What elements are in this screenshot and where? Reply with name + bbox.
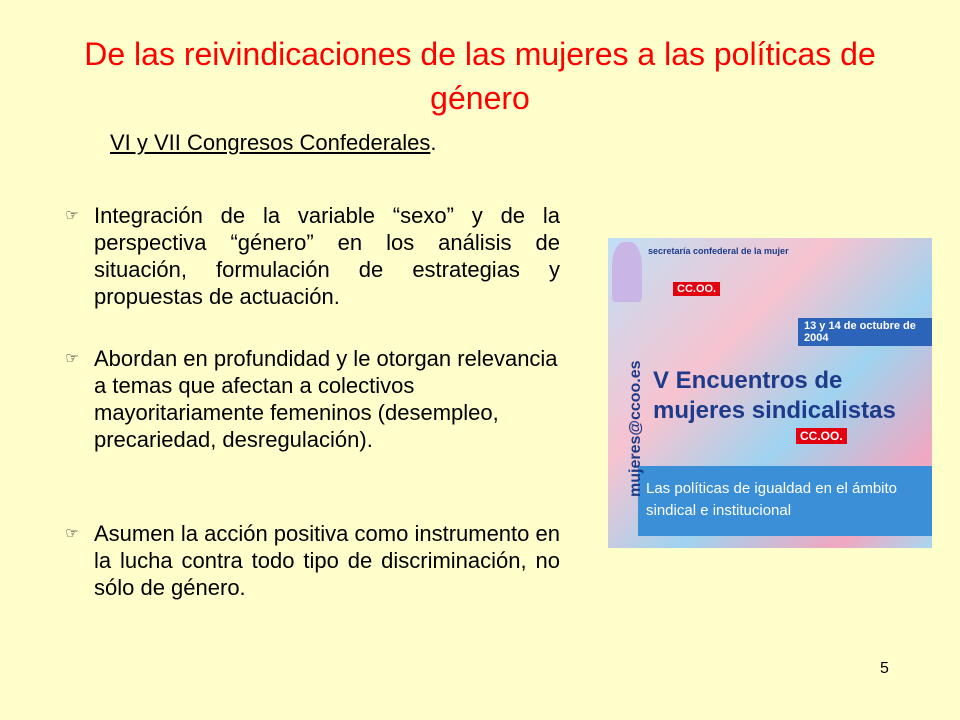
page-number: 5: [880, 660, 889, 677]
poster-date: 13 y 14 de octubre de 2004: [798, 318, 932, 346]
bullet-item: [60, 345, 560, 453]
event-poster-image: [608, 238, 932, 548]
poster-band: Las políticas de igualdad en el ámbito sindical e institucional: [638, 466, 932, 536]
bullet-item: [60, 520, 560, 601]
slide-subtitle: [110, 130, 437, 156]
subtitle-underlined: VI y VII Congresos Confederales: [110, 130, 431, 155]
subtitle-suffix: .: [430, 130, 437, 155]
poster-event-title: V Encuentros de mujeres sindicalistas: [653, 367, 896, 424]
bullet-text: Integración de la variable “sexo” y de la perspectiva “género” en los análisis de situación, formulación de estrategias y propuestas de actuación.: [94, 203, 560, 309]
poster-vertical-text: mujeres@ccoo.es: [627, 360, 644, 497]
slide-title: De las reivindicaciones de las mujeres a las políticas de género: [84, 36, 876, 116]
bullet-item: [60, 202, 560, 310]
poster-logo: CC.OO.: [673, 282, 720, 296]
poster-logo: CC.OO.: [796, 428, 847, 444]
pointing-hand-icon: ☞: [65, 350, 79, 367]
pointing-hand-icon: ☞: [65, 525, 79, 542]
bullet-text: Asumen la acción positiva como instrumento en la lucha contra todo tipo de discriminación, no sólo de género.: [94, 521, 560, 600]
bullet-text: Abordan en profundidad y le otorgan relevancia a temas que afectan a colectivos mayoritariamente femeninos (desempleo, precariedad, desregulación).: [94, 346, 558, 452]
poster-org: secretaría confederal de la mujer: [648, 246, 789, 256]
poster-figure-graphic: [612, 242, 642, 302]
pointing-hand-icon: ☞: [65, 207, 79, 224]
